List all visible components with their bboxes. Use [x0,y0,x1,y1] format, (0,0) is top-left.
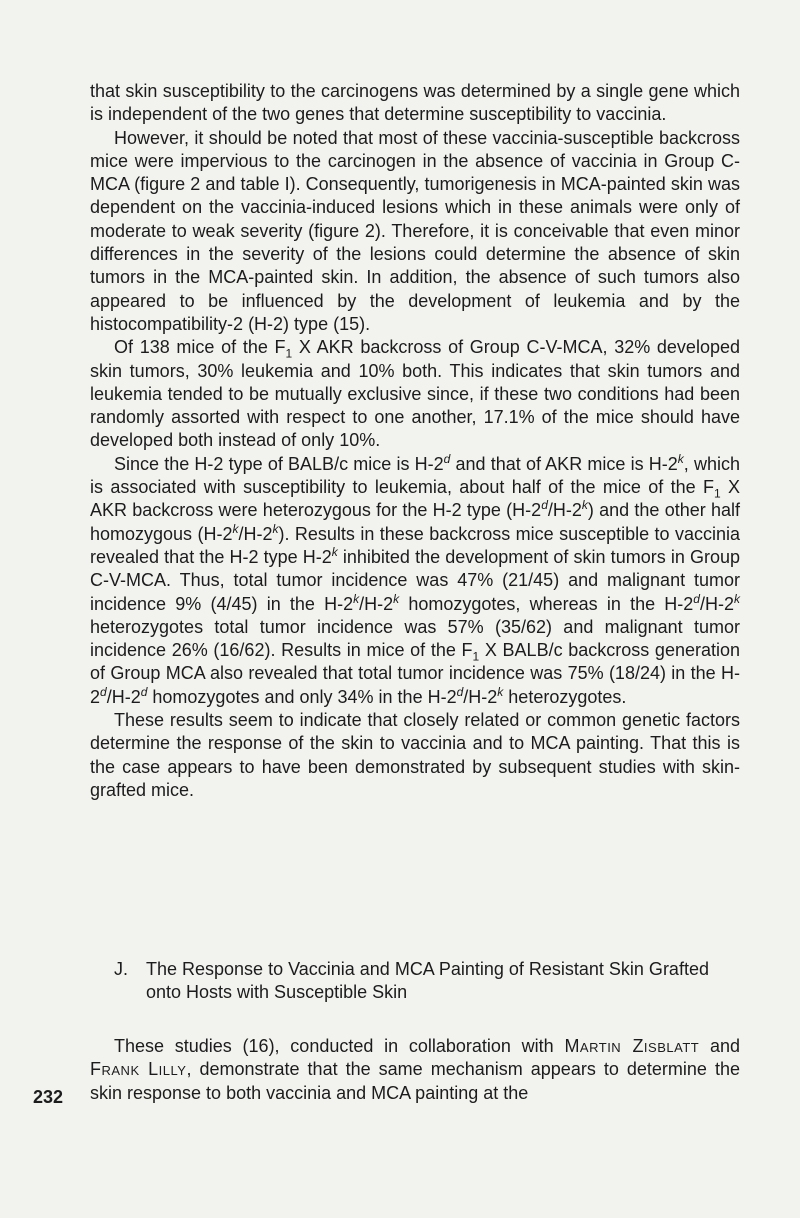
paragraph-2: However, it should be noted that most of these vaccinia-susceptible backcross mice were impervious to the carcinogen in the absence of vaccinia in Group C-MCA (figure 2 and table I). Consequently, tumorigenesis in MCA-painted skin was dependent on the vaccinia-induced lesions which in these animals were only of moderate to weak severity (figure 2). Therefore, it is conceivable that even minor differences in the severity of the lesions could determine the absence of skin tumors in the MCA-painted skin. In addition, the absence of such tumors also appeared to be influenced by the development of leukemia and by the histocompatibility-2 (H-2) type (15). [90,127,740,334]
paragraph-1: that skin susceptibility to the carcinogens was determined by a single gene which is independent of the two genes that determine susceptibility to vaccinia. [90,81,740,125]
paragraph-3: Of 138 mice of the $F_1$ X AKR backcross of Group C-V-MCA, 32% developed skin tumors, 30% leukemia and 10% both. This indicates that skin tumors and leukemia tended to be mutually exclusive since, if these two conditions had been randomly assorted with respect to one another, 17.1% of the mice should have developed both instead of only 10%. [90,337,740,451]
page-body [90,80,740,802]
section-heading [90,958,740,1005]
page-number: 232 [33,1087,64,1107]
author-name-2: Frank Lilly [90,1059,187,1080]
paragraph-5: These results seem to indicate that closely related or common genetic factors determine the response of the skin to vaccinia and to MCA painting. That this is the case appears to have been demonstrated by subsequent studies with skin-grafted mice. [90,710,740,800]
section-number: J. [114,959,129,979]
paragraph-4: Since the H-2 type of BALB/c mice is H-2$^d$ and that of AKR mice is H-2$^k$, which is associated with susceptibility to leukemia, about half of the mice of the $F_1$ X AKR backcross were heterozygous for the H-2 type (H-2$^d$/H-2$^k$) and the other half homozygous (H-2$^k$/H-2$^k$). Results in these backcross mice susceptible to vaccinia revealed that the H-2 type H-2$^k$ inhibited the development of skin tumors in Group C-V-MCA. Thus, total tumor incidence was 47% (21/45) and malignant tumor incidence 9% (4/45) in the H-2$^k$/H-2$^k$ homozygotes, whereas in the H-2$^d$/H-2$^k$ heterozygotes total tumor incidence was 57% (35/62) and malignant tumor incidence 26% (16/62). Results in mice of the $F_1$ X BALB/c backcross generation of Group MCA also revealed that total tumor incidence was 75% (18/24) in the H-2$^d$/H-2$^d$ homozygotes and only 34% in the H-2$^d$/H-2$^k$ heterozygotes. [90,451,741,707]
paragraph-6: These studies (16), conducted in collaboration with Martin Zisblatt and Frank Lilly, demonstrate that the same mechanism appears to determine the skin response to both vaccinia and MCA painting at the [90,1036,740,1103]
closing-paragraph-wrap [90,1035,740,1105]
author-name-1: Martin Zisblatt [564,1036,700,1056]
section-title: The Response to Vaccinia and MCA Painting of Resistant Skin Grafted onto Hosts with Susceptible Skin [146,959,709,1003]
